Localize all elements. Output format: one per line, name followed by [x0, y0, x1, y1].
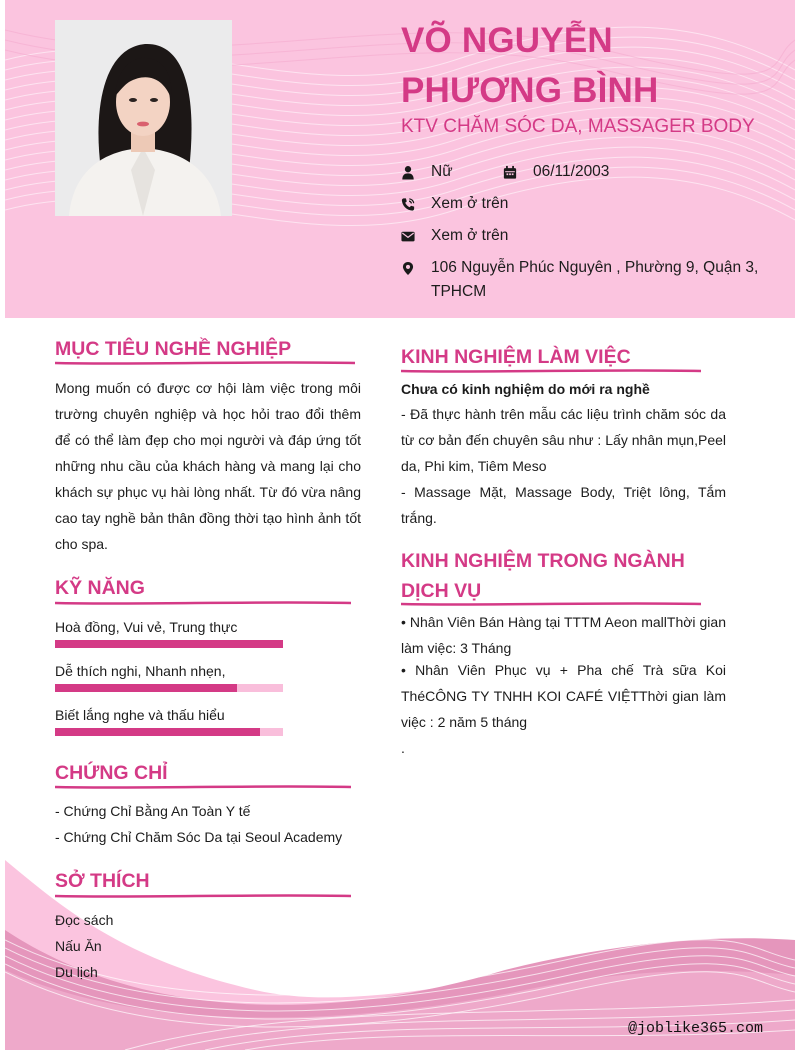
experience-detail: - Massage Mặt, Massage Body, Triệt lông, Tắm trắng.	[401, 484, 726, 526]
skill-bar-fill	[55, 640, 283, 648]
work-experience-underline	[401, 368, 701, 374]
dob-value: 06/11/2003	[533, 163, 610, 180]
skill-label: Dễ thích nghi, Nhanh nhẹn,	[55, 663, 226, 679]
hobby-item: Đọc sách	[55, 912, 114, 928]
header	[5, 0, 795, 318]
skill-label: Hoà đồng, Vui vẻ, Trung thực	[55, 619, 238, 635]
skills-title: KỸ NĂNG	[55, 577, 145, 599]
hobby-item: Du lịch	[55, 964, 98, 980]
certificate-item: - Chứng Chỉ Bằng An Toàn Y tế	[55, 803, 251, 819]
phone-icon	[401, 192, 415, 216]
skill-bar	[55, 684, 283, 692]
candidate-name: VÕ NGUYỄN PHƯƠNG BÌNH	[401, 21, 659, 110]
calendar-icon	[503, 160, 517, 184]
envelope-icon	[401, 224, 415, 248]
service-experience-title: KINH NGHIỆM TRONG NGÀNH DỊCH VỤ	[401, 550, 685, 602]
address-value: 106 Nguyễn Phúc Nguyên , Phường 9, Quận 3, TPHCM	[431, 259, 759, 300]
address-row	[401, 256, 771, 304]
objective-title: MỤC TIÊU NGHỀ NGHIỆP	[55, 338, 292, 360]
dob-row	[503, 160, 609, 184]
profile-photo	[55, 20, 232, 216]
gender-value: Nữ	[431, 163, 453, 180]
skill-label: Biết lắng nghe và thấu hiểu	[55, 707, 225, 723]
experience-headline: Chưa có kinh nghiệm do mới ra nghề	[401, 381, 650, 397]
hobby-item: Nấu Ăn	[55, 938, 102, 954]
service-item: • Nhân Viên Phục vụ + Pha chế Trà sữa Koi ThéCÔNG TY TNHH KOI CAFÉ VIỆTThời gian làm việc : 2 năm 5 tháng	[401, 662, 726, 730]
skill-bar-fill	[55, 684, 237, 692]
certificate-item: - Chứng Chỉ Chăm Sóc Da tại Seoul Academy	[55, 829, 343, 845]
experience-detail: - Đã thực hành trên mẫu các liệu trình chăm sóc da từ cơ bản đến chuyên sâu như : Lấy nhân mụn,Peel da, Phi kim, Tiêm Meso	[401, 406, 726, 474]
email-row	[401, 224, 508, 248]
job-title: KTV CHĂM SÓC DA, MASSAGER BODY	[401, 116, 755, 137]
certificates-underline	[55, 784, 351, 790]
objective-underline	[55, 360, 355, 366]
watermark: @joblike365.com	[627, 1020, 763, 1037]
hobbies-underline	[55, 893, 351, 899]
skill-bar-fill	[55, 728, 260, 736]
phone-row	[401, 192, 508, 216]
certificates-title: CHỨNG CHỈ	[55, 762, 168, 784]
skill-bar	[55, 728, 283, 736]
service-experience-underline	[401, 601, 701, 607]
location-pin-icon	[401, 256, 415, 280]
gender-row	[401, 160, 453, 184]
service-item: • Nhân Viên Bán Hàng tại TTTM Aeon mallThời gian làm việc: 3 Tháng	[401, 614, 726, 656]
phone-value: Xem ở trên	[431, 195, 509, 212]
hobbies-title: SỞ THÍCH	[55, 870, 150, 892]
service-trailing-dot: .	[401, 740, 405, 756]
skills-underline	[55, 600, 351, 606]
objective-text: Mong muốn có được cơ hội làm việc trong môi trường chuyên nghiệp và học hỏi trao đổi thêm để có thể làm đẹp cho mọi người và đáp ứng tốt những nhu cầu của khách hàng và mang lại cho khách sự phục vụ hài lòng nhất. Từ đó vừa nâng cao tay nghề bản thân đồng thời tạo hình ảnh tốt cho spa.	[55, 380, 361, 552]
person-icon	[401, 160, 415, 184]
skill-bar	[55, 640, 283, 648]
email-value: Xem ở trên	[431, 227, 509, 244]
resume-page	[5, 0, 795, 1050]
work-experience-title: KINH NGHIỆM LÀM VIỆC	[401, 346, 631, 368]
